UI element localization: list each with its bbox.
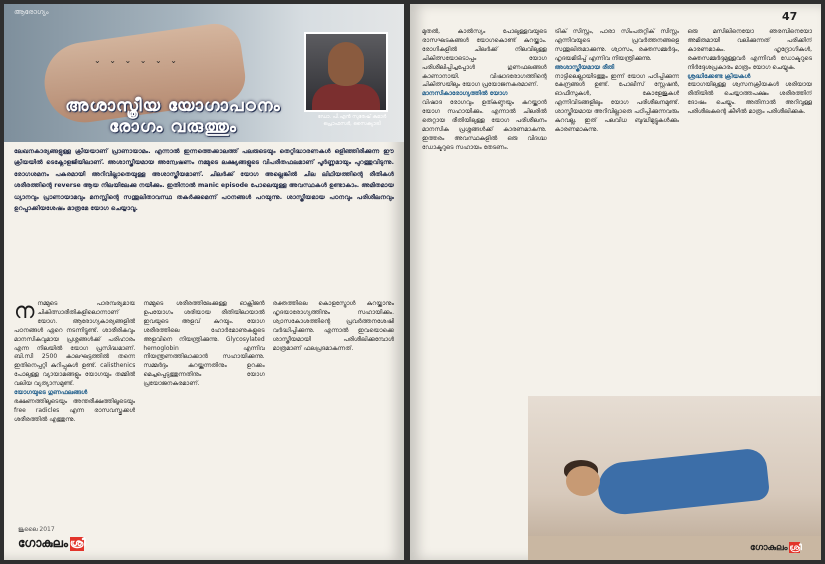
section-tag: ആരോഗ്യം xyxy=(14,8,49,16)
portrait-shirt xyxy=(312,84,380,110)
subheading-unscientific: അശാസ്ത്രീയമായ രീതി xyxy=(554,63,615,71)
dropcap: ന xyxy=(14,300,35,324)
right-footer-logo xyxy=(750,542,800,553)
portrait-face xyxy=(328,42,364,86)
birds-tattoo: ⌄ ⌄ ⌄ ⌄ ⌄ ⌄ xyxy=(94,56,180,65)
column-text: നമ്മുടെ ശരീരത്തിലേക്കുള്ള ഓക്സിജൻ ഉപയോഗം ശരിയായ രീതിയിലായാൽ ഇവയുടെ അളവ് കുറയും. യോഗ ശരീരത്തിലെ ഹോർമോണുകളുടെ അളവിനെ നിയന്ത്രിക്കുന്നു. Glycosylated hemoglobin എന്നിവ നിയന്ത്രണത്തിലാക്കാൻ സഹായിക്കുന്നു. സമ്മർദ്ദം കുറയ്ക്കുന്നതിനും ഉറക്കം മെച്ചപ്പെടുത്തുന്നതിനും യോഗ പ്രയോജനകരമാണ്. xyxy=(143,300,265,388)
title-line-1: അശാസ്ത്രീയ യോഗാപഠനം xyxy=(65,96,281,116)
magazine-name: ഗോകുലം xyxy=(750,543,788,553)
hero-photo xyxy=(4,4,404,142)
column-text: ഒരു മസിലിനെയോ ഞരമ്പിനെയോ അമിതമായി വലിക്കുന്നത് പരിക്കിന് കാരണമാകും. ഹൃദ്രോഗികൾ, രക്തസമ്മർദ്ദമുള്ളവർ എന്നിവർ ഡോക്ടറുടെ നിർദ്ദേശപ്രകാരം മാത്രം യോഗ ചെയ്യുക. xyxy=(687,28,813,71)
column-text: മുതൽ, കാൽസ്യം പോലുള്ളവയുടെ രാസഘടകങ്ങൾ യോഗകൊണ്ട് കുറയ്ക്കാം. രോഗികളിൽ ചിലർക്ക് നിലവിലുള്ള ചികിത്സയോടൊപ്പം യോഗ പരിശീലിപ്പിച്ചപ്പോൾ ഗുണഫലങ്ങൾ കാണാനായി. വിഷാദരോഗത്തിന്റെ ചികിത്സയിലും യോഗ പ്രയോജനകരമാണ്. xyxy=(422,28,547,89)
magazine-mark-icon: ശ്രീ xyxy=(69,537,86,549)
magazine-name: ഗോകുലം xyxy=(18,536,68,550)
column-text: ഭക്ഷണത്തിലൂടെയും അന്തരീക്ഷത്തിലൂടെയും free radicles എന്ന രാസവസ്തുക്കൾ ശരീരത്തിൽ എത്തുന്നു. xyxy=(14,397,136,423)
left-column-1 xyxy=(14,300,135,530)
left-column-3 xyxy=(273,300,394,530)
subheading-benefits: യോഗയുടെ ഗുണഫലങ്ങൾ xyxy=(14,389,88,397)
right-column-1 xyxy=(422,28,547,398)
author-portrait xyxy=(304,32,388,112)
author-designation: പ്രൊഫസർ, സൈക്യാട്രി xyxy=(323,121,381,127)
column-text: യോഗയിലുള്ള ശ്വസനക്രിയകൾ ശരിയായ രീതിയിൽ ചെയ്യാത്തപക്ഷം ശരീരത്തിന് ദോഷം ചെയ്യും. അതിനാൽ അറിവുള്ള പരിശീലകന്റെ കീഴിൽ മാത്രം പരിശീലിക്കുക. xyxy=(687,81,813,116)
article-intro: ലേഖനകാര്യങ്ങളുള്ള ക്രിയയാണ് പ്രാണായാമം. എന്നാൽ ഇന്നത്തെക്കാലത്ത് പലരുടെയും തെറ്റിദ്ധാരണകൾ ഒളിഞ്ഞിരിക്കുന്ന ഈ ക്രിയയിൽ ടെക്നോളജിയിലാണ്. അശാസ്ത്രീയമായ അന്വേഷണം നമ്മുടെ ലക്ഷ്യങ്ങളുടെ വിപരീതഫലമാണ് പൂർണ്ണമായും പുറത്തുവിടുന്നു. രോഗശമനം പകരമായി അറിവില്ലാതെയുള്ള അശാസ്ത്രീയമാണ്. ചിലർക്ക് യോഗ അല്ലെങ്കിൽ ചില ലിഥിയത്തിന്റെ രീതികൾ ശരീരത്തിന്റെ reverse ആയ നിലയിലേക്കു നയിക്കും. ഇതിനാൽ manic episode പോലെയുള്ള അവസ്ഥകൾ ഉണ്ടാകാം. അമിതമായ ധ്യാനവും പ്രാണായാമവും മനസ്സിന്റെ സന്തുലിതാവസ്ഥ തകർക്കുമെന്ന് പഠനങ്ങൾ പറയുന്നു. ശാസ്ത്രീയമായ പഠനവും പരിശീലനവും ഉറപ്പാക്കിയശേഷം മാത്രമേ യോഗ ചെയ്യാവൂ. xyxy=(14,148,394,213)
yoga-pose-photo xyxy=(528,396,821,560)
column-text: രക്തത്തിലെ കൊളസ്ട്രോൾ കുറയ്ക്കാനും ഹൃദയാരോഗ്യത്തിനും സഹായിക്കും. ശ്വാസകോശത്തിന്റെ പ്രവർത്തനശേഷി വർദ്ധിപ്പിക്കുന്നു. എന്നാൽ ഇവയൊക്കെ ശാസ്ത്രീയമായി പരിശീലിക്കുമ്പോൾ മാത്രമാണ് ഫലപ്രദമാകുന്നത്. xyxy=(272,300,394,352)
column-text: വിഷാദ രോഗവും ഉത്കണ്ഠയും കുറയ്ക്കാൻ യോഗ സഹായിക്കും. എന്നാൽ ചിലരിൽ തെറ്റായ രീതിയിലുള്ള യോഗ പരിശീലനം മാനസിക പ്രശ്നങ്ങൾക്ക് കാരണമാകുന്നു. ഇത്തരം അവസ്ഥകളിൽ ഒരു വിദഗ്ദ്ധ ഡോക്ടറുടെ സഹായം തേടണം. xyxy=(422,99,547,151)
left-column-2 xyxy=(143,300,264,530)
right-column-2 xyxy=(555,28,680,398)
column-text: ട്രിക് സിസ്റ്റം, പാരാ സിംപതറ്റിക് സിസ്റ്റം എന്നിവയുടെ പ്രവർത്തനങ്ങളെ സന്തുലിതമാക്കുന്നു. ശ്വാസം, രക്തസമ്മർദ്ദം, ഹൃദയമിടിപ്പ് എന്നിവ നിയന്ത്രിക്കുന്നു. xyxy=(554,28,680,62)
column-text: നാട്ടിലെല്ലായിടത്തും ഇന്ന് യോഗ പഠിപ്പിക്കുന്ന കേന്ദ്രങ്ങൾ ഉണ്ട്. പോലീസ് സ്റ്റേഷൻ, ഓഫീസുകൾ, കോളേജുകൾ എന്നിവിടങ്ങളിലും യോഗ പരിശീലനമുണ്ട്. ശാസ്ത്രീയമായ അറിവില്ലാതെ പഠിപ്പിക്കുന്നവരും കുറവല്ല. ഇത് പലവിധ ബുദ്ധിമുട്ടുകൾക്കും കാരണമാകുന്നു. xyxy=(554,72,680,133)
magazine-logo xyxy=(18,536,84,551)
left-page xyxy=(4,4,404,560)
author-name: ഡോ. പി.എൻ സുരേഷ് കുമാർ xyxy=(317,114,387,120)
title-line-2: രോഗം വരുത്തും xyxy=(109,117,237,137)
column-text: നമ്മുടെ പാരമ്പര്യമായ ചികിത്സാരീതികളിലൊന്നാണ് യോഗ. ആരോഗ്യകാര്യങ്ങളിൽ പഠനങ്ങൾ ഏറെ നടന്നിട്ടുണ്ട്. ശാരീരികവും മാനസികവുമായ പ്രശ്നങ്ങൾക്ക് പരിഹാരം എന്ന നിലയിൽ യോഗ പ്രസിദ്ധമാണ്. ബി.സി 2500 കാലഘട്ടത്തിൽ തന്നെ ഇതിനെപ്പറ്റി കുറിപ്പുകൾ ഉണ്ട്. calisthenics പോലുള്ള വ്യായാമങ്ങളും യോഗയും തമ്മിൽ വലിയ വ്യത്യാസമുണ്ട്. xyxy=(14,300,136,388)
figure-head xyxy=(566,466,600,496)
magazine-mark-icon: ശ്രീ xyxy=(789,543,802,552)
subheading-caution: ശ്രദ്ധിക്കേണ്ട ക്രിയകൾ xyxy=(687,72,751,80)
left-footer xyxy=(14,528,394,552)
subheading-mental-health: മാനസികാരോഗ്യത്തിൽ യോഗ xyxy=(422,90,508,98)
issue-date: ജൂലൈ 2017 xyxy=(18,526,55,533)
right-columns xyxy=(422,28,812,398)
article-title xyxy=(42,96,304,138)
yoga-figure xyxy=(558,436,788,526)
right-page xyxy=(410,4,821,560)
right-column-3 xyxy=(687,28,812,398)
figure-body xyxy=(596,447,771,516)
page-number: 47 xyxy=(782,10,798,23)
author-credit xyxy=(302,114,402,128)
left-columns xyxy=(14,300,394,530)
